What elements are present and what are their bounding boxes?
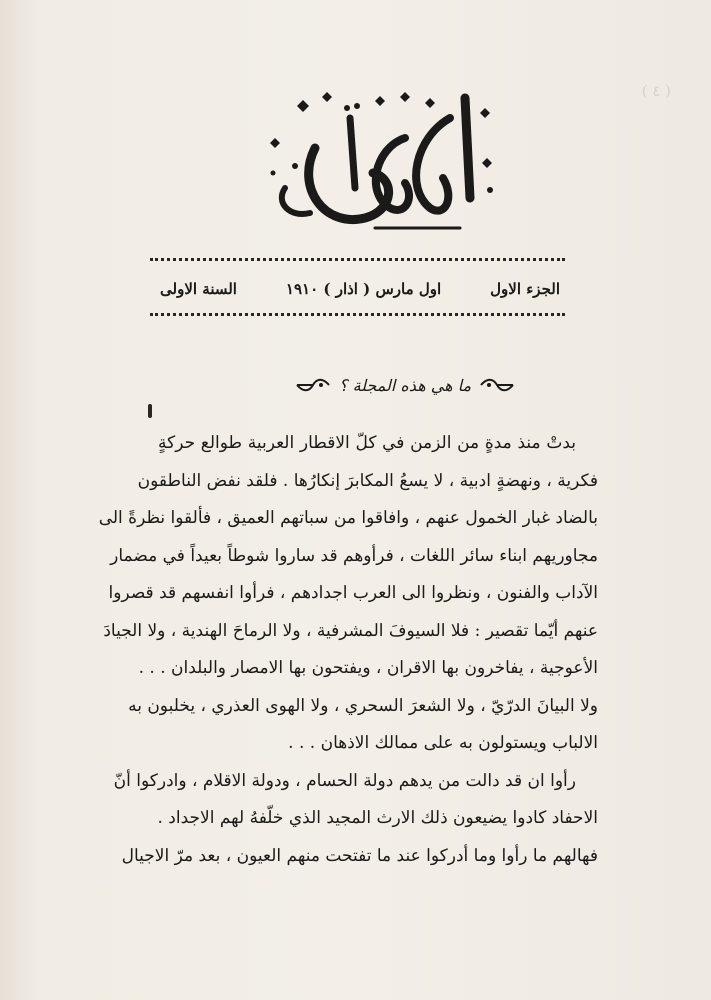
article-line: فكرية ، ونهضةٍ ادبية ، لا يسعُ المكابرَ إنكارُها . فلقد نفض الناطقون [137, 470, 598, 491]
article-title: ما هي هذه المجلة ؟ [338, 375, 472, 395]
ornament-left-icon [295, 376, 331, 394]
issue-info-bar [160, 276, 560, 302]
issue-year: السنة الاولى [160, 280, 237, 298]
article-line: عنهم أيّما تقصير : فلا السيوفَ المشرفية ، ولا الرماحَ الهندية ، ولا الجيادَ [103, 620, 598, 641]
article-line: الاحفاد كادوا يضيعون ذلك الارث المجيد الذي خلّفهُ لهم الاجداد . [157, 808, 598, 828]
article-line: بالضاد غبار الخمول عنهم ، وافاقوا من سباتهم العميق ، فألقوا نظرةً الى [98, 508, 598, 528]
article-line: مجاوريهم ابناء سائر اللغات ، فرأوهم قد ساروا شوطاً بعيداً في مضمار [110, 545, 598, 566]
ornament-right-icon [479, 376, 515, 394]
issue-date: اول مارس ( اذار ) ١٩١٠ [285, 280, 442, 298]
bleed-through-page-number: ( ٤ ) [641, 82, 671, 100]
margin-mark [148, 404, 152, 418]
article-body [98, 425, 598, 875]
calligraphy-logo [255, 78, 505, 248]
article-line: بدتْ منذ مدةٍ من الزمن في كلّ الاقطار العربية طوالع حركةٍ [158, 433, 576, 453]
issue-part: الجزء الاول [490, 280, 560, 298]
article-line: فهالهم ما رأوا وما أدركوا عند ما تفتحت منهم العيون ، بعد مرّ الاجيال [121, 845, 598, 866]
article-line: الآداب والفنون ، ونظروا الى العرب اجدادهم ، فرأوا انفسهم قد قصروا [108, 583, 598, 603]
article-line: الأعوجية ، يفاخرون بها الاقران ، ويفتحون بها الامصار والبلدان . . . [138, 658, 598, 678]
article-line: الالباب ويستولون به على ممالك الاذهان . . . [288, 733, 598, 753]
dotted-rule-top [150, 258, 565, 265]
masthead-logo [255, 78, 505, 248]
article-line: رأوا ان قد دالت من يدهم دولة الحسام ، ودولة الاقلام ، وادركوا أنّ [113, 770, 576, 791]
dotted-rule-bottom [150, 313, 565, 320]
article-line: ولا البيانَ الدرّيّ ، ولا الشعرَ السحري ، ولا الهوى العذري ، يخلبون به [128, 695, 598, 716]
article-heading [270, 370, 540, 400]
